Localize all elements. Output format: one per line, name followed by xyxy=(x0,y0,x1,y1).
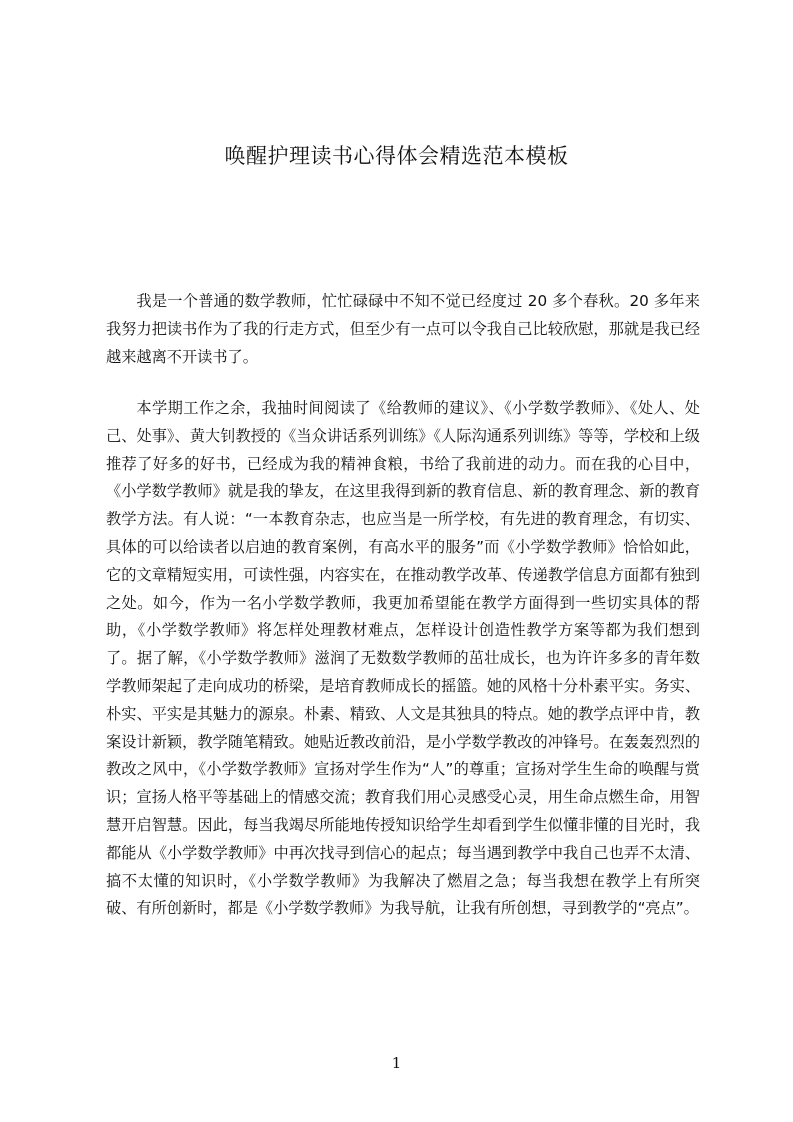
page-number: 1 xyxy=(391,1054,402,1072)
paragraph-reading: 本学期工作之余，我抽时间阅读了《给教师的建议》、《小学数学教师》、《处人、处己、处事》、黄大钊教授的《当众讲话系列训练》《人际沟通系列训练》等等，学校和上级推荐了好多的好书，已经成为我的精神食粮，书给了我前进的动力。而在我的心目中，《小学数学教师》就是我的挚友，在这里我得到新的教育信息、新的教育理念、新的教育教学方法。有人说：“一本教育杂志，也应当是一所学校，有先进的教育理念，有切实、具体的可以给读者以启迪的教育案例，有高水平的服务”而《小学数学教师》恰恰如此，它的文章精短实用，可读性强，内容实在，在推动教学改革、传递教学信息方面都有独到之处。如今，作为一名小学数学教师，我更加希望能在教学方面得到一些切实具体的帮助，《小学数学教师》将怎样处理教材难点，怎样设计创造性教学方案等都为我们想到了。据了解，《小学数学教师》滋润了无数数学教师的茁壮成长，也为许许多多的青年数学教师架起了走向成功的桥梁，是培育教师成长的摇篮。她的风格十分朴素平实。务实、朴实、平实是其魅力的源泉。朴素、精致、人文是其独具的特点。她的教学点评中肯，教案设计新颖，教学随笔精致。她贴近教改前沿，是小学数学教改的冲锋号。在轰轰烈烈的教改之风中，《小学数学教师》宣扬对学生作为“人”的尊重；宣扬对学生生命的唤醒与赏识；宣扬人格平等基础上的情感交流；教育我们用心灵感受心灵，用生命点燃生命，用智慧开启智慧。因此，每当我竭尽所能地传授知识给学生却看到学生似懂非懂的目光时，我都能从《小学数学教师》中再次找寻到信心的起点；每当遇到教学中我自己也弄不太清、搞不太懂的知识时，《小学数学教师》为我解决了燃眉之急；每当我想在教学上有所突破、有所创新时，都是《小学数学教师》为我导航，让我有所创想，寻到教学的“亮点”。 xyxy=(106,399,700,918)
paragraph-intro: 我是一个普通的数学教师，忙忙碌碌中不知不觉已经度过 20 多个春秋。20 多年来我努力把读书作为了我的行走方式，但至少有一点可以令我自己比较欣慰，那就是我已经越来越离不开读书了。 xyxy=(106,292,700,366)
document-title: 唤醒护理读书心得体会精选范本模板 xyxy=(224,144,569,168)
